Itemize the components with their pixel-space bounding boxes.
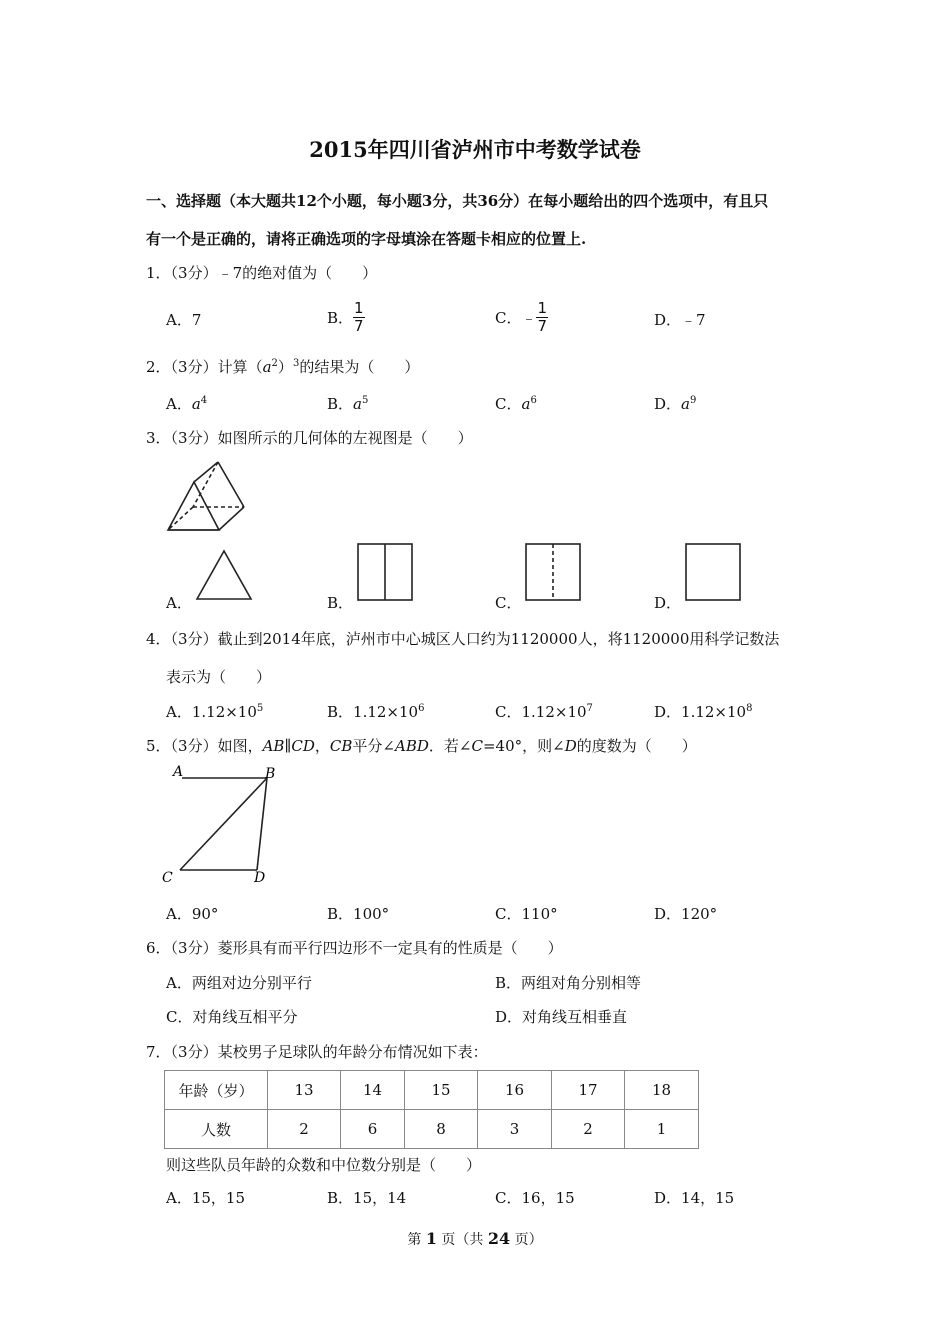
q2-c-exp: 6 [530,395,537,406]
age-header-cell: 年龄（岁） [165,1071,268,1110]
q1-option-c-fraction [536,300,548,335]
q4-option-a [166,701,263,722]
q2-a-var: a [191,395,201,413]
q5-option-b: B．100° [327,905,390,923]
q2-stem-exp2: 3 [292,358,300,369]
q3-prism-figure [160,455,250,535]
footer-post: 页） [510,1232,543,1248]
q2-b-label: B． [327,395,354,413]
question-6-stem: 6．（3分）菱形具有而平行四边形不一定具有的性质是（ ） [146,939,563,957]
line-bc [180,778,267,870]
q1-option-b-fraction [353,300,365,335]
count-cell: 6 [341,1110,405,1149]
q1-option-d: D．﹣7 [654,311,706,329]
q2-option-d [654,393,696,414]
point-a-label: A [173,764,184,780]
q5-stem-val: =40°，则∠ [482,737,565,755]
count-cell: 2 [268,1110,341,1149]
prism-bottom-right-edge [219,507,244,530]
table-row [165,1110,699,1149]
prism-hidden-edge-3 [168,507,193,530]
count-cell: 2 [552,1110,625,1149]
q4-option-b [327,701,424,722]
question-4-line1: 4．（3分）截止到2014年底，泸州市中心城区人口约为1120000人，将1120000用科学记数法 [146,630,780,648]
age-cell: 17 [552,1071,625,1110]
q4-d-base: D．1.12×10 [654,703,747,721]
q2-d-exp: 9 [689,395,697,406]
footer-mid: 页（共 [436,1232,488,1248]
q6-option-a: A．两组对边分别平行 [166,974,312,992]
point-d-label: D [254,870,266,886]
q2-d-label: D． [654,395,682,413]
q5-stem-parallel: ∥ [284,737,292,755]
question-7-followup: 则这些队员年龄的众数和中位数分别是（ ） [166,1156,482,1174]
line-bd [257,778,267,870]
q2-option-c [495,393,537,414]
q2-option-a [166,393,207,414]
q5-option-d: D．120° [654,905,718,923]
q5-stem-mid: 平分∠ [352,737,395,755]
q5-option-a: A．90° [166,905,219,923]
q2-stem-var: a [262,358,272,376]
q5-stem-c: C [471,737,483,755]
q2-a-label: A． [166,395,192,413]
footer-total-pages: 24 [487,1229,511,1248]
question-2-stem [146,356,419,377]
q3-option-b-square-solid-line [356,542,414,602]
q2-stem-pre: 2．（3分）计算（ [146,358,263,376]
section-instructions-line1: 一、选择题（本大题共12个小题，每小题3分，共36分）在每小题给出的四个选项中，有且只 [146,192,769,210]
q1-c-denominator: 7 [537,317,548,335]
page-title: 2015年四川省泸州市中考数学试卷 [309,137,641,162]
q4-c-base: C．1.12×10 [495,703,587,721]
q2-b-var: a [353,395,362,413]
q5-stem-sep: ， [314,737,330,755]
q4-b-exp: 6 [418,703,425,714]
q7-option-d: D．14，15 [654,1189,735,1207]
q4-a-base: A．1.12×10 [166,703,257,721]
footer-page-number: 1 [425,1229,437,1248]
count-cell: 3 [478,1110,552,1149]
question-1-stem: 1．（3分）﹣7的绝对值为（ ） [146,264,378,282]
q3-option-a: A． [166,594,192,612]
q6-option-d: D．对角线互相垂直 [495,1008,628,1026]
q2-stem-close: ） [277,358,293,376]
q5-stem-abd: ABD [395,737,429,755]
point-c-label: C [162,870,173,886]
q3-option-b: B． [327,594,354,612]
section-instructions-line2: 有一个是正确的，请将正确选项的字母填涂在答题卡相应的位置上. [146,230,587,248]
table-row [165,1071,699,1110]
q2-d-var: a [681,395,690,413]
q6-option-c: C．对角线互相平分 [166,1008,298,1026]
q5-stem-cd: CD [291,737,315,755]
q5-stem-post: 的度数为（ ） [576,737,697,755]
age-cell: 13 [268,1071,341,1110]
q4-b-base: B．1.12×10 [327,703,419,721]
q2-a-exp: 4 [200,395,208,406]
age-cell: 18 [625,1071,699,1110]
prism-back-right-edge [218,462,244,507]
q3-option-c: C． [495,594,522,612]
question-5-stem [146,735,697,756]
age-cell: 16 [478,1071,552,1110]
q1-option-a: A．7 [166,311,202,329]
q3-option-d: D． [654,594,682,612]
count-cell: 1 [625,1110,699,1149]
q1-option-b-label: B． [327,309,354,327]
q2-c-var: a [521,395,531,413]
q4-option-d [654,701,752,722]
q3-option-c-square-dashed-line [524,542,582,602]
q5-option-c: C．110° [495,905,558,923]
question-3-stem: 3．（3分）如图所示的几何体的左视图是（ ） [146,429,473,447]
q6-option-b: B．两组对角分别相等 [495,974,642,992]
q5-stem-d: D [564,737,577,755]
q1-option-b [327,300,365,335]
q5-stem-pre: 5．（3分）如图， [146,737,263,755]
q2-c-label: C． [495,395,522,413]
age-distribution-table [164,1070,699,1149]
q5-stem-ab: AB [262,737,285,755]
q5-stem-if: ．若∠ [428,737,472,755]
q1-c-numerator: 1 [537,299,548,317]
q7-option-a: A．15，15 [166,1189,246,1207]
question-4-line2: 表示为（ ） [166,668,272,686]
question-7-stem: 7．（3分）某校男子足球队的年龄分布情况如下表： [146,1043,488,1061]
q7-option-b: B．15，14 [327,1189,407,1207]
q3-option-a-triangle [195,548,253,602]
footer-pre: 第 [407,1232,426,1248]
q4-option-c [495,701,593,722]
q4-a-exp: 5 [256,703,264,714]
count-header-cell: 人数 [165,1110,268,1149]
q2-b-exp: 5 [361,395,369,406]
q7-option-c: C．16，15 [495,1189,575,1207]
count-cell: 8 [405,1110,478,1149]
q5-stem-cb: CB [329,737,353,755]
point-b-label: B [265,766,276,782]
q1-option-c [495,300,548,335]
q1-b-denominator: 7 [354,317,364,335]
q3-option-d-square [684,542,742,602]
q4-d-exp: 8 [746,703,753,714]
age-cell: 14 [341,1071,405,1110]
q2-stem-post: 的结果为（ ） [299,358,420,376]
q2-option-b [327,393,368,414]
page-footer [0,1229,950,1249]
q4-c-exp: 7 [586,703,593,714]
prism-hidden-edge-1 [193,462,218,507]
q1-option-c-label: C．﹣ [495,309,537,327]
prism-top-edge [194,462,218,482]
q1-b-numerator: 1 [354,299,364,317]
q2-stem-exp: 2 [271,358,278,369]
age-cell: 15 [405,1071,478,1110]
q5-geometry-figure [160,760,285,888]
